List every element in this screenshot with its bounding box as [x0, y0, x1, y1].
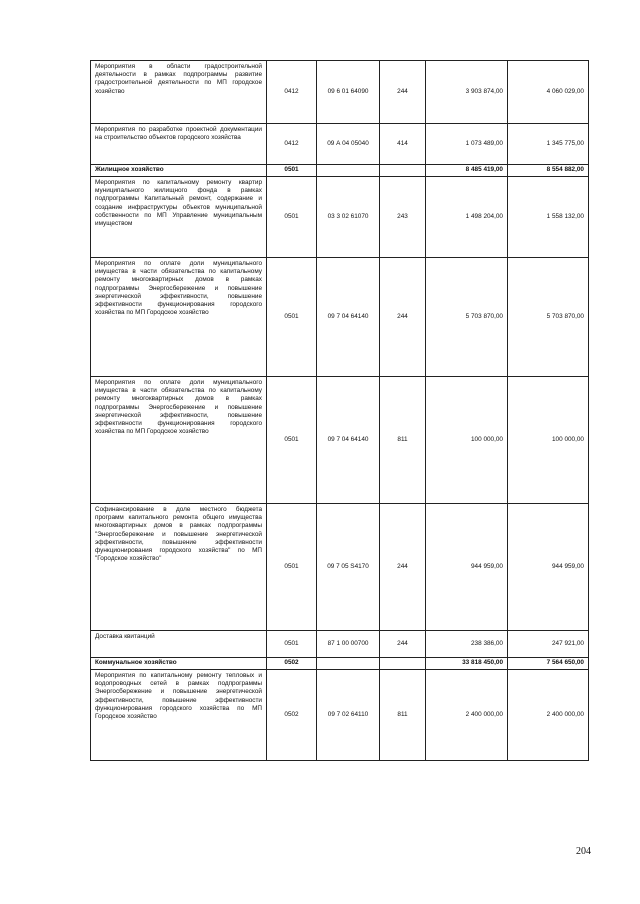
table-row: [91, 504, 589, 631]
row-section-code: 0412: [267, 61, 317, 124]
table-row: [91, 258, 589, 377]
row-amount-1: 33 818 450,00: [426, 658, 508, 670]
row-section-code: 0502: [267, 670, 317, 761]
row-expense-type: [380, 165, 426, 177]
row-section-code: 0501: [267, 504, 317, 631]
section-row: [91, 658, 589, 670]
row-target-code: 09 7 04 64140: [317, 377, 380, 504]
row-expense-type: [380, 658, 426, 670]
row-target-code: [317, 658, 380, 670]
row-expense-type: 243: [380, 177, 426, 258]
row-amount-2: 100 000,00: [508, 377, 589, 504]
row-amount-2: 2 400 000,00: [508, 670, 589, 761]
row-name: Мероприятия в области градостроительной деятельности в рамках подпрограммы развитие градостроительной деятельности по МП городское хозяйство: [91, 61, 267, 124]
row-name: Софинансирование в доле местного бюджета программ капитального ремонта общего имущества многоквартирных домов в рамках подпрограммы "Энергосбережение и повышение энергетической эффективности, повышение эффективности функционирования городского хозяйства" по МП "Городское хозяйство": [91, 504, 267, 631]
row-target-code: 09 7 05 S4170: [317, 504, 380, 631]
row-amount-1: 100 000,00: [426, 377, 508, 504]
row-section-code: 0502: [267, 658, 317, 670]
row-name: Мероприятия по оплате доли муниципального имущества в части обязательства по капитальному ремонту многоквартирных домов в рамках подпрограммы Энергосбережение и повышение энергетической эффективности, повышение эффективности функционирования городского хозяйства по МП Городское хозяйство: [91, 377, 267, 504]
row-section-code: 0501: [267, 177, 317, 258]
row-name: Доставка квитанций: [91, 631, 267, 658]
row-amount-2: 4 060 029,00: [508, 61, 589, 124]
row-section-code: 0412: [267, 124, 317, 165]
row-section-code: 0501: [267, 631, 317, 658]
table-row: [91, 377, 589, 504]
row-amount-2: 1 558 132,00: [508, 177, 589, 258]
row-expense-type: 244: [380, 504, 426, 631]
row-amount-2: 247 921,00: [508, 631, 589, 658]
budget-table: [90, 60, 589, 761]
row-target-code: 09 7 04 64140: [317, 258, 380, 377]
budget-table-body: [91, 61, 589, 761]
row-target-code: 03 3 02 61070: [317, 177, 380, 258]
row-amount-1: 5 703 870,00: [426, 258, 508, 377]
row-amount-2: 7 564 650,00: [508, 658, 589, 670]
row-amount-2: 8 554 882,00: [508, 165, 589, 177]
row-target-code: 09 А 04 05040: [317, 124, 380, 165]
table-row: [91, 124, 589, 165]
row-section-code: 0501: [267, 165, 317, 177]
row-amount-1: 3 903 874,00: [426, 61, 508, 124]
row-amount-2: 1 345 775,00: [508, 124, 589, 165]
row-target-code: [317, 165, 380, 177]
row-expense-type: 414: [380, 124, 426, 165]
row-name: Коммунальное хозяйство: [91, 658, 267, 670]
row-expense-type: 811: [380, 670, 426, 761]
row-expense-type: 244: [380, 258, 426, 377]
row-section-code: 0501: [267, 377, 317, 504]
row-name: Жилищное хозяйство: [91, 165, 267, 177]
row-expense-type: 244: [380, 631, 426, 658]
table-row: [91, 177, 589, 258]
row-name: Мероприятия по оплате доли муниципального имущества в части обязательства по капитальному ремонту многоквартирных домов в рамках подпрограммы Энергосбережение и повышение энергетической эффективности, повышение эффективности функционирования городского хозяйства по МП Городское хозяйство: [91, 258, 267, 377]
row-section-code: 0501: [267, 258, 317, 377]
row-amount-1: 8 485 419,00: [426, 165, 508, 177]
row-amount-1: 944 959,00: [426, 504, 508, 631]
page-number: 204: [576, 846, 591, 857]
row-name: Мероприятия по капитальному ремонту квартир муниципального жилищного фонда в рамках подпрограммы Капитальный ремонт, содержание и создание инфраструктуры объектов муниципальной собственности по МП Управление муниципальным имуществом: [91, 177, 267, 258]
row-name: Мероприятия по капитальному ремонту тепловых и водопроводных сетей в рамках подпрограммы Энергосбережение и повышение энергетической эффективности, повышение эффективности функционирования городского хозяйства по МП Городское хозяйство: [91, 670, 267, 761]
row-name: Мероприятия по разработке проектной документации на строительство объектов городского хозяйства: [91, 124, 267, 165]
row-expense-type: 244: [380, 61, 426, 124]
row-amount-1: 1 498 204,00: [426, 177, 508, 258]
row-amount-2: 944 959,00: [508, 504, 589, 631]
row-amount-1: 238 386,00: [426, 631, 508, 658]
row-target-code: 09 7 02 64110: [317, 670, 380, 761]
table-row: [91, 61, 589, 124]
row-target-code: 87 1 00 00700: [317, 631, 380, 658]
row-amount-1: 2 400 000,00: [426, 670, 508, 761]
row-target-code: 09 6 01 64090: [317, 61, 380, 124]
table-row: [91, 631, 589, 658]
section-row: [91, 165, 589, 177]
row-amount-2: 5 703 870,00: [508, 258, 589, 377]
row-amount-1: 1 073 489,00: [426, 124, 508, 165]
row-expense-type: 811: [380, 377, 426, 504]
table-row: [91, 670, 589, 761]
